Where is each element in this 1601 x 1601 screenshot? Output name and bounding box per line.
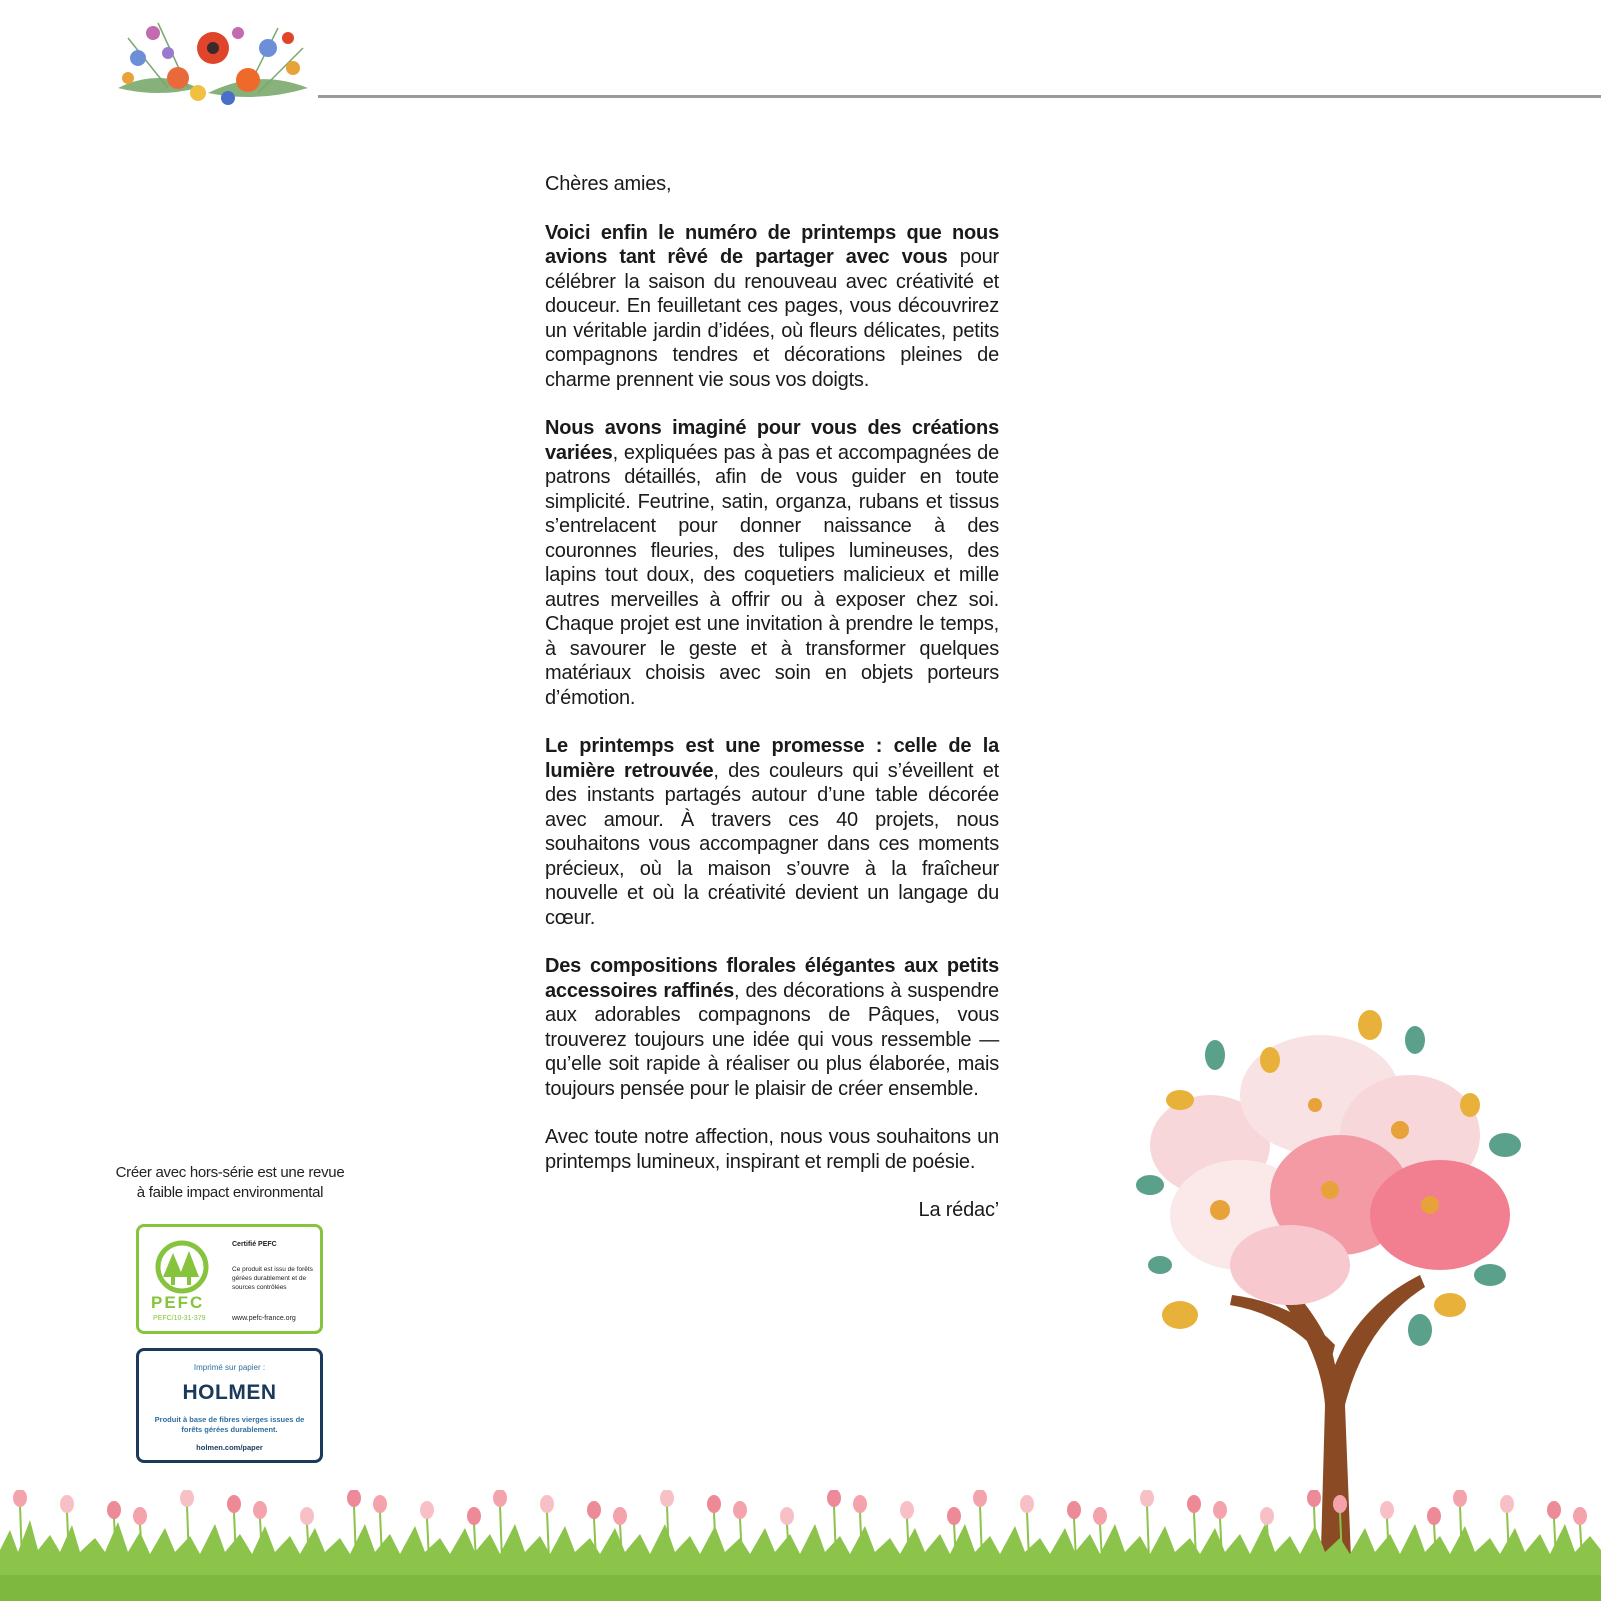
eco-note: [100, 1163, 360, 1203]
paragraph-1: [545, 221, 999, 393]
editorial-letter: [545, 172, 999, 1247]
pefc-trees-icon: [149, 1239, 215, 1299]
paragraph-2: [545, 416, 999, 710]
holmen-url: holmen.com/paper: [196, 1443, 263, 1452]
paragraph-3-body: , des couleurs qui s’éveillent et des instants partagés autour d’une table décorée avec amour. À travers ces 40 projets, nous souhaitons vous accompagner dans ces moments précieux, où la maison s’ouvre à la fraîcheur nouvelle et où la créativité devient un langage du cœur.: [545, 759, 999, 929]
signature: La rédac’: [918, 1199, 999, 1221]
pefc-cert: Certifié PEFC: [232, 1241, 277, 1248]
pefc-brand: PEFC: [151, 1293, 205, 1312]
pefc-label: [136, 1224, 323, 1334]
paragraph-1-lead: Voici enfin le numéro de printemps que nous avions tant rêvé de partager avec vous: [545, 221, 999, 268]
pefc-code: PEFC/10-31-379: [153, 1315, 206, 1322]
paragraph-2-body: , expliquées pas à pas et accompagnées de patrons détaillés, afin de vous guider en toute simplicité. Feutrine, satin, organza, rubans et tissus s’entrelacent pour donner naissance à des couronnes fleuries, des tulipes lumineuses, des lapins tout doux, des coquetiers malicieux et mille autres merveilles à offrir ou à exposer chez soi. Chaque projet est une invitation à prendre le temps, à savourer le geste et à transformer quelques matériaux choisis avec soin en objets porteurs d’émotion.: [545, 441, 999, 709]
paragraph-4-body: , des décorations à suspendre aux adorables compagnons de Pâques, vous trouverez toujours une idée qui vous ressemble — qu’elle soit rapide à réaliser ou plus élaborée, mais toujours pensée pour le plaisir de créer ensemble.: [545, 979, 999, 1100]
paragraph-2-lead: Nous avons imaginé pour vous des créations variées: [545, 417, 999, 464]
meadow-icon: [0, 1490, 1601, 1601]
pefc-desc: Ce produit est issu de forêts gérées durablement et de sources contrôlées: [232, 1266, 313, 1291]
pefc-url: www.pefc-france.org: [232, 1315, 296, 1322]
paragraph-4-lead: Des compositions florales élégantes aux petits accessoires raffinés: [545, 955, 999, 1002]
greeting: Chères amies,: [545, 173, 672, 195]
floral-bouquet-icon: [108, 8, 318, 123]
header-rule: [318, 95, 1601, 98]
paragraph-5: Avec toute notre affection, nous vous souhaitons un printemps lumineux, inspirant et rempli de poésie.: [545, 1126, 999, 1173]
eco-note-line-1: Créer avec hors-série est une revue: [115, 1164, 345, 1181]
paragraph-1-body: pour célébrer la saison du renouveau avec créativité et douceur. En feuilletant ces pages, vous découvrirez un véritable jardin d’idées, où fleurs délicates, petits compagnons tendres et décorations pleines de charme prennent vie sous vos doigts.: [545, 246, 999, 391]
paragraph-3: [545, 734, 999, 930]
paragraph-3-lead: Le printemps est une promesse : celle de la lumière retrouvée: [545, 735, 999, 782]
holmen-desc: Produit à base de fibres vierges issues de forêts gérées durablement.: [154, 1415, 305, 1434]
eco-note-line-2: à faible impact environmental: [136, 1184, 324, 1201]
holmen-brand: HOLMEN: [182, 1381, 277, 1404]
paragraph-4: [545, 954, 999, 1101]
holmen-label: [136, 1348, 323, 1463]
holmen-top: Imprimé sur papier :: [193, 1363, 266, 1372]
